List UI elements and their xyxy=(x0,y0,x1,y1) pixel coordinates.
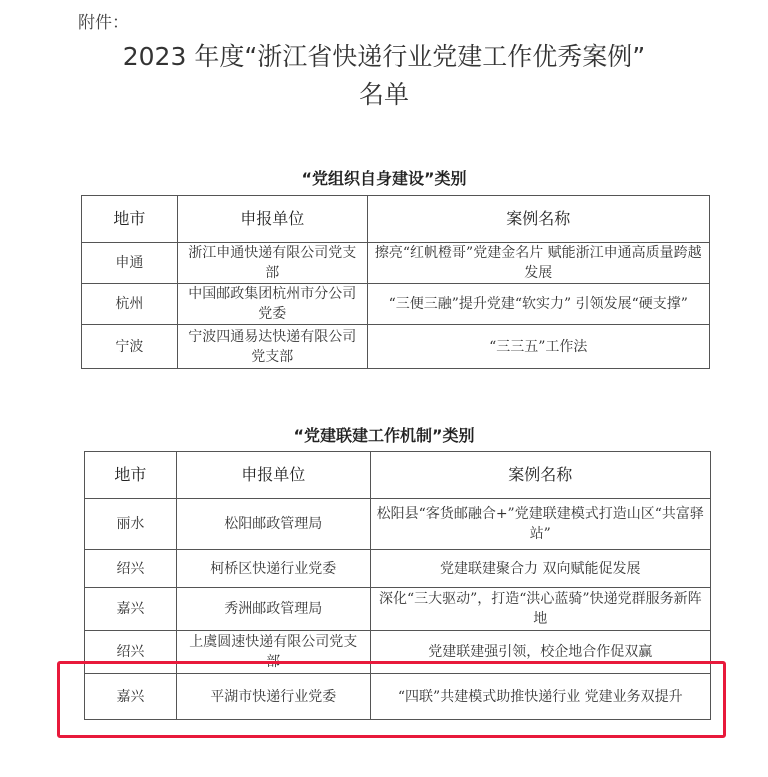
title-line-2: 名单 xyxy=(358,80,409,109)
cell-case: “四联”共建模式助推快递行业 党建业务双提升 xyxy=(370,674,710,720)
table-row xyxy=(85,631,711,674)
section-1-title: “党组织自身建设”类别 xyxy=(301,169,467,188)
cell-case: 党建联建聚合力 双向赋能促发展 xyxy=(370,550,710,588)
cell-case: 松阳县“客货邮融合+”党建联建模式打造山区“共富驿站” xyxy=(370,499,710,550)
cell-city: 杭州 xyxy=(82,284,178,325)
header-unit: 申报单位 xyxy=(176,452,370,499)
cell-case: 擦亮“红帆橙哥”党建金名片 赋能浙江申通高质量跨越发展 xyxy=(367,243,709,284)
cell-unit: 平湖市快递行业党委 xyxy=(176,674,370,720)
cell-unit: 浙江申通快递有限公司党支部 xyxy=(177,243,367,284)
table-row xyxy=(85,674,711,720)
cell-case: “三便三融”提升党建“软实力” 引领发展“硬支撑” xyxy=(367,284,709,325)
cell-city: 申通 xyxy=(82,243,178,284)
cell-case: 深化“三大驱动”，打造“洪心蓝骑”快递党群服务新阵地 xyxy=(370,588,710,631)
table-row xyxy=(82,325,710,369)
cell-unit: 宁波四通易达快递有限公司党支部 xyxy=(177,325,367,369)
cell-city: 嘉兴 xyxy=(85,588,177,631)
section-2-title: “党建联建工作机制”类别 xyxy=(293,426,475,445)
attachment-label: 附件： xyxy=(78,13,129,33)
cell-case: “三三五”工作法 xyxy=(367,325,709,369)
header-city: 地市 xyxy=(85,452,177,499)
cell-city: 宁波 xyxy=(82,325,178,369)
cell-unit: 中国邮政集团杭州市分公司党委 xyxy=(177,284,367,325)
page-title xyxy=(0,38,768,114)
cell-city: 嘉兴 xyxy=(85,674,177,720)
table-row xyxy=(82,243,710,284)
cell-city: 绍兴 xyxy=(85,550,177,588)
cell-unit: 上虞圆速快递有限公司党支部 xyxy=(176,631,370,674)
cell-city: 丽水 xyxy=(85,499,177,550)
header-case: 案例名称 xyxy=(370,452,710,499)
cell-city: 绍兴 xyxy=(85,631,177,674)
cell-unit: 柯桥区快递行业党委 xyxy=(176,550,370,588)
table-row xyxy=(82,284,710,325)
cell-unit: 松阳邮政管理局 xyxy=(176,499,370,550)
section-1-table xyxy=(81,195,710,369)
table-row xyxy=(85,550,711,588)
header-city: 地市 xyxy=(82,196,178,243)
header-unit: 申报单位 xyxy=(177,196,367,243)
header-case: 案例名称 xyxy=(367,196,709,243)
table-header-row xyxy=(82,196,710,243)
cell-unit: 秀洲邮政管理局 xyxy=(176,588,370,631)
title-line-1: 2023 年度“浙江省快递行业党建工作优秀案例” xyxy=(122,42,646,71)
table-header-row xyxy=(85,452,711,499)
cell-case: 党建联建强引领，校企地合作促双赢 xyxy=(370,631,710,674)
table-row xyxy=(85,588,711,631)
table-row xyxy=(85,499,711,550)
section-2-table xyxy=(84,451,711,720)
